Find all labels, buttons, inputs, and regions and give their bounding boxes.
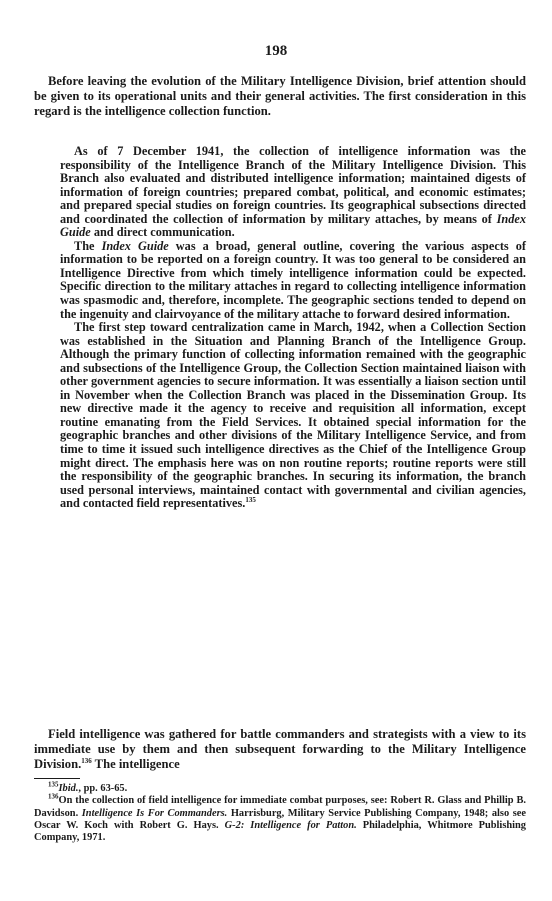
page-number: 198 <box>264 43 288 59</box>
footnote-136 <box>34 792 527 844</box>
footnote-136-text-b: Harrisburg, Military Service Publishing Company, 1948; also see Oscar W. Koch with Robert G. Hays. <box>34 807 526 831</box>
footnote-ref-136: 136 <box>81 757 92 765</box>
footnote-135-ibid: Ibid. <box>58 783 79 794</box>
footnote-136-text-a: On the collection of field intelligence for immediate combat purposes, see: Robert R. Glass and Phillip B. Davidson. <box>34 795 526 819</box>
footnote-135 <box>34 780 526 795</box>
footnote-136-title-1: Intelligence Is For Commanders. <box>81 807 228 819</box>
quote-p2-italic: Index Guide <box>101 238 169 253</box>
outro-text: Field intelligence was gathered for battle commanders and strategists with a view to its immediate use by them and then subsequent forwarding to the Military Intelligence Division. <box>34 727 526 772</box>
intro-paragraph: Before leaving the evolution of the Military Intelligence Division, brief attention should be given to its operational units and their general activities. The first consideration in this regard is the intelligence collection function. <box>34 74 526 119</box>
quote-block <box>60 145 526 511</box>
outro-paragraph <box>34 727 526 772</box>
footnote-ref-135: 135 <box>245 496 256 505</box>
quote-p3-text: The first step toward centralization came in March, 1942, when a Collection Section was established in the Situation and Planning Branch of the Intelligence Group. Although the primary function of collecting information remained with the geographic and subsections of the Intelligence Group, the Collection Section maintained liaison with other government agencies to secure information. It was essentially a liaison section until in November when the Collection Branch was placed in the Dissemination Group. Its new directive made it the agency to receive and requisition all information, except routine emanating from the Field Services. It obtained special information for the geographic branches and other divisions of the Military Intelligence Service, and from time to time it issued such intelligence directives as the Chief of the Intelligence Group might direct. The emphasis here was on non routine reports; routine reports were still the responsibility of the geographic branches. In securing its information, the branch used personal interviews, maintained contact with governmental and civilian agencies, and contacted field representatives. <box>60 320 526 511</box>
quote-p1-text-b: and direct communication. <box>90 225 235 240</box>
quote-p1-text-a: As of 7 December 1941, the collection of intelligence information was the responsibility of the Intelligence Branch of the Military Intelligence Division. This Branch also evaluated and distributed intelligence information; maintained digests of information of foreign countries; prepared combat, political, and economic estimates; and prepared special studies on foreign countries. Its geographical subsections directed and coordinated the collection of information by military attaches, by means of <box>60 144 526 226</box>
footnote-136-number: 136 <box>48 792 59 801</box>
quote-paragraph-1 <box>60 145 526 240</box>
footnote-135-number: 135 <box>48 780 59 789</box>
footnote-136-text-c: Philadelphia, Whitmore Publishing Company, 1971. <box>34 819 527 844</box>
quote-paragraph-2 <box>60 240 526 321</box>
quote-paragraph-3 <box>60 321 526 511</box>
quote-p1-italic: Index Guide <box>60 211 526 240</box>
quote-p2-text-b: was a broad, general outline, covering the various aspects of information to be reported on a foreign country. It was too general to be considered an Intelligence Directive from which timely intelligence information could be expected. Specific direction to the military attaches in regard to collecting intelligence information was spasmodic and, therefore, incomplete. The geographic sections tended to depend on the ingenuity and clairvoyance of the military attache to forward desired information. <box>60 238 526 321</box>
footnote-135-text: , pp. 63-65. <box>78 783 128 794</box>
footnotes <box>34 780 527 844</box>
outro-tail: The intelligence <box>91 757 180 772</box>
footnote-rule <box>34 778 80 779</box>
quote-p2-text-a: The <box>74 238 102 253</box>
footnote-136-title-2: G-2: Intelligence for Patton. <box>224 819 357 831</box>
